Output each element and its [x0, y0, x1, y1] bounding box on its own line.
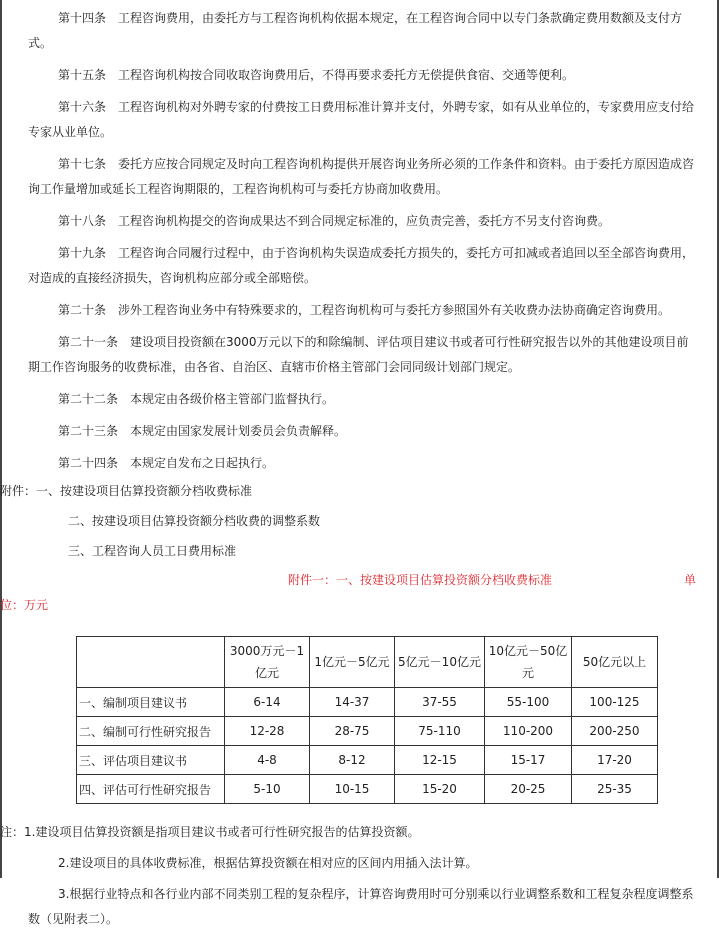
table-cell: 100-125 — [572, 688, 658, 717]
table-row — [77, 717, 658, 746]
table-cell: 37-55 — [395, 688, 485, 717]
table-cell: 200-250 — [572, 717, 658, 746]
article-14: 第十四条 工程咨询费用，由委托方与工程咨询机构依据本规定，在工程咨询合同中以专门条款确定费用数额及支付方式。 — [28, 11, 683, 50]
unit-label: 位：万元 — [0, 598, 49, 612]
article-24: 第二十四条 本规定自发布之日起执行。 — [58, 456, 275, 470]
article-18: 第十八条 工程咨询机构提交的咨询成果达不到合同规定标准的，应负责完善，委托方不另支付咨询费。 — [58, 214, 611, 228]
notes-section — [0, 820, 696, 932]
row-label: 一、编制项目建议书 — [77, 688, 225, 717]
table-row — [77, 746, 658, 775]
article-19: 第十九条 工程咨询合同履行过程中，由于咨询机构失误造成委托方损失的，委托方可扣减或者追回以至全部咨询费用，对造成的直接经济损失，咨询机构应部分或全部赔偿。 — [28, 246, 695, 285]
table-cell: 15-17 — [485, 746, 572, 775]
fee-table — [76, 636, 658, 804]
header-cell-tier-1: 3000万元－1亿元 — [225, 637, 310, 688]
table-cell: 6-14 — [225, 688, 310, 717]
table-cell: 12-15 — [395, 746, 485, 775]
table-cell: 20-25 — [485, 775, 572, 804]
table-cell: 12-28 — [225, 717, 310, 746]
article-22: 第二十二条 本规定由各级价格主管部门监督执行。 — [58, 392, 335, 406]
header-cell-tier-4: 10亿元－50亿元 — [485, 637, 572, 688]
note-2: 2.建设项目的具体收费标准，根据估算投资额在相对应的区间内用插入法计算。 — [58, 856, 478, 870]
header-cell-tier-2: 1亿元－5亿元 — [310, 637, 395, 688]
note-1: 注：1.建设项目估算投资额是指项目建议书或者可行性研究报告的估算投资额。 — [0, 825, 420, 839]
attachment-list-second: 二、按建设项目估算投资额分档收费的调整系数 — [68, 514, 321, 528]
article-16: 第十六条 工程咨询机构对外聘专家的付费按工日费用标准计算并支付，外聘专家，如有从业单位的，专家费用应支付给专家从业单位。 — [28, 100, 695, 139]
note-3: 3.根据行业特点和各行业内部不同类别工程的复杂程序，计算咨询费用时可分别乘以行业调整系数和工程复杂程度调整系数（见附表二）。 — [28, 887, 694, 926]
table-title-line — [28, 568, 696, 593]
attachment-list-first: 附件：一、按建设项目估算投资额分档收费标准 — [0, 484, 253, 498]
row-label: 二、编制可行性研究报告 — [77, 717, 225, 746]
article-15: 第十五条 工程咨询机构按合同收取咨询费用后，不得再要求委托方无偿提供食宿、交通等便利。 — [58, 68, 575, 82]
fee-table-header-row — [77, 637, 658, 688]
table-cell: 15-20 — [395, 775, 485, 804]
header-cell-empty — [77, 637, 225, 688]
table-title: 附件一：一、按建设项目估算投资额分档收费标准 — [288, 573, 553, 587]
table-cell: 14-37 — [310, 688, 395, 717]
article-20: 第二十条 涉外工程咨询业务中有特殊要求的，工程咨询机构可与委托方参照国外有关收费办法协商确定咨询费用。 — [58, 303, 671, 317]
table-row — [77, 775, 658, 804]
table-cell: 55-100 — [485, 688, 572, 717]
table-cell: 8-12 — [310, 746, 395, 775]
table-cell: 4-8 — [225, 746, 310, 775]
table-row — [77, 688, 658, 717]
header-cell-tier-5: 50亿元以上 — [572, 637, 658, 688]
table-cell: 110-200 — [485, 717, 572, 746]
attachment-list-third: 三、工程咨询人员工日费用标准 — [68, 544, 237, 558]
article-23: 第二十三条 本规定由国家发展计划委员会负责解释。 — [58, 424, 347, 438]
unit-label-start: 单 — [683, 573, 696, 587]
article-21: 第二十一条 建设项目投资额在3000万元以下的和除编制、评估项目建议书或者可行性研究报告以外的其他建设项目前期工作咨询服务的收费标准，由各省、自治区、直辖市价格主管部门会同同级计划部门规定。 — [28, 335, 689, 374]
row-label: 三、评估项目建议书 — [77, 746, 225, 775]
page-border-left — [0, 0, 2, 878]
header-cell-tier-3: 5亿元－10亿元 — [395, 637, 485, 688]
article-17: 第十七条 委托方应按合同规定及时向工程咨询机构提供开展咨询业务所必须的工作条件和资料。由于委托方原因造成咨询工作量增加或延长工程咨询期限的，工程咨询机构可与委托方协商加收费用。 — [28, 157, 695, 196]
table-cell: 75-110 — [395, 717, 485, 746]
table-cell: 10-15 — [310, 775, 395, 804]
table-cell: 28-75 — [310, 717, 395, 746]
table-cell: 17-20 — [572, 746, 658, 775]
table-cell: 25-35 — [572, 775, 658, 804]
table-cell: 5-10 — [225, 775, 310, 804]
row-label: 四、评估可行性研究报告 — [77, 775, 225, 804]
